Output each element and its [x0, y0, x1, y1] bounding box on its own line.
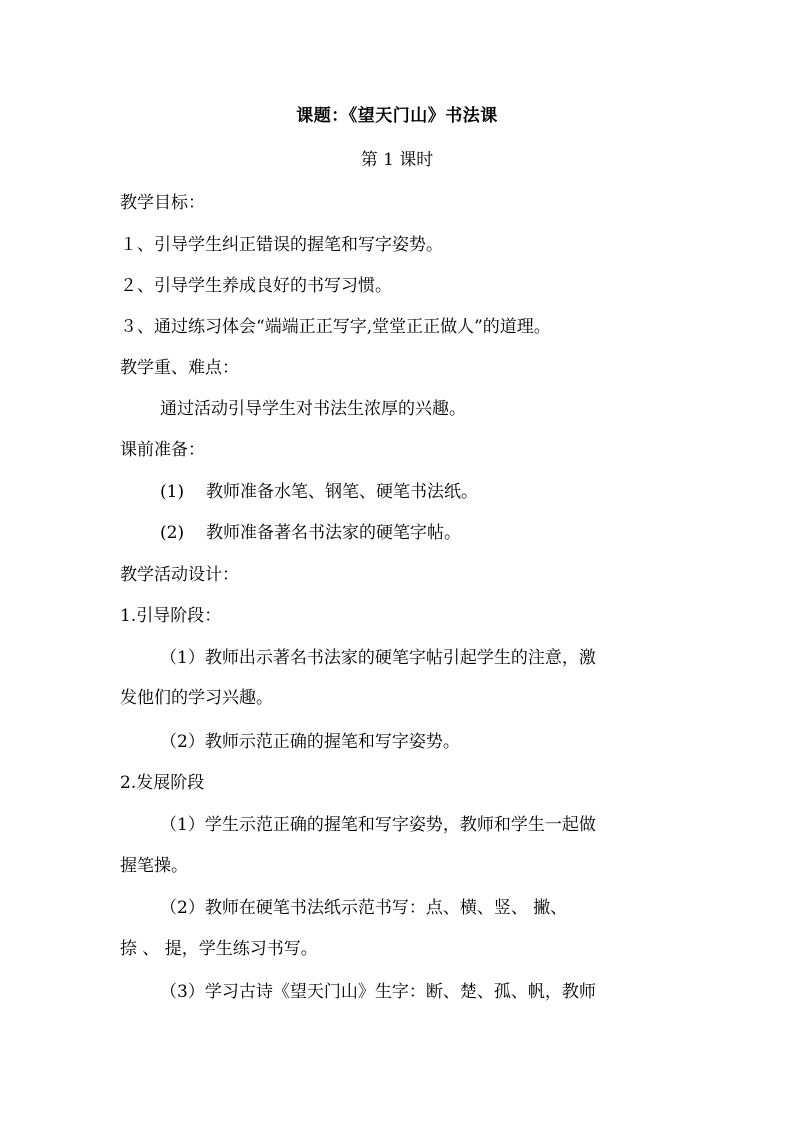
stage-1-heading: 1.引导阶段：: [120, 606, 222, 626]
stage-1-item-2: （2）教师示范正确的握笔和写字姿势。: [160, 732, 460, 752]
stage-1-item-1-line-2: 发他们的学习兴趣。: [120, 688, 273, 708]
prep-item-2-number: (2): [160, 523, 185, 543]
document-title: 课题：《望天门山》书法课: [296, 106, 498, 126]
goals-heading: 教学目标：: [120, 193, 205, 213]
stage-2-item-1-line-1: （1）学生示范正确的握笔和写字姿势，教师和学生一起做: [160, 815, 596, 835]
stage-2-item-3-line-1: （3）学习古诗《望天门山》生字：断、楚、孤、帆，教师: [160, 982, 596, 1002]
key-points-text: 通过活动引导学生对书法生浓厚的兴趣。: [160, 399, 466, 419]
goal-item-1: １、引导学生纠正错误的握笔和写字姿势。: [120, 235, 443, 255]
lesson-number: 第 1 课时: [360, 150, 434, 170]
stage-2-item-1-line-2: 握笔操。: [120, 856, 188, 876]
prep-item-2-text: 教师准备著名书法家的硬笔字帖。: [206, 523, 461, 543]
prep-heading: 课前准备：: [120, 440, 205, 460]
stage-1-item-1-line-1: （1）教师出示著名书法家的硬笔字帖引起学生的注意，激: [160, 648, 596, 668]
stage-2-item-2-line-2: 捺 、 提，学生练习书写。: [120, 939, 318, 959]
stage-2-item-2-line-1: （2）教师在硬笔书法纸示范书写：点、横、竖、 撇、: [160, 898, 568, 918]
prep-item-1-number: (1): [160, 482, 185, 502]
goal-item-3: ３、通过练习体会“端端正正写字,堂堂正正做人”的道理。: [120, 317, 551, 337]
goal-item-2: ２、引导学生养成良好的书写习惯。: [120, 276, 392, 296]
activity-heading: 教学活动设计：: [120, 565, 239, 585]
stage-2-heading: 2.发展阶段: [120, 773, 205, 793]
key-points-heading: 教学重、难点：: [120, 358, 239, 378]
prep-item-1-text: 教师准备水笔、钢笔、硬笔书法纸。: [206, 482, 478, 502]
